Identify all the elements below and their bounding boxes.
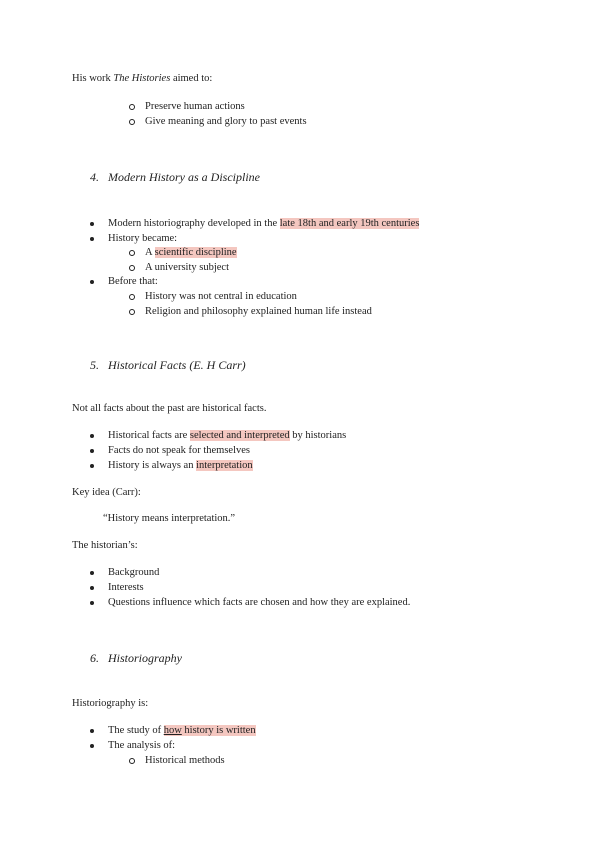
section-6-paragraph: Historiography is: xyxy=(72,698,149,709)
section-4-sub-1-text: A xyxy=(145,247,155,258)
section-6-bullet-2: The analysis of: xyxy=(108,740,176,751)
section-4-sub-3: History was not central in education xyxy=(145,291,297,302)
intro-work-title: The Histories xyxy=(113,73,171,84)
section-5-paragraph: Not all facts about the past are historical facts. xyxy=(72,403,267,414)
section-6-bullet-1-highlight: history is written xyxy=(181,725,256,736)
historians-label: The historian’s: xyxy=(72,540,138,551)
section-4-sub-4: Religion and philosophy explained human life instead xyxy=(145,306,372,317)
historian-item-1: Background xyxy=(108,567,160,578)
section-4-sub-1 xyxy=(145,246,237,260)
historian-item-2: Interests xyxy=(108,582,144,593)
section-6-title: Historiography xyxy=(108,651,183,665)
section-6-heading xyxy=(90,650,182,666)
section-6-number: 6. xyxy=(90,651,99,665)
section-5-bullet-1-post: by historians xyxy=(289,430,347,441)
section-6-bullet-1 xyxy=(108,724,256,738)
section-6-bullet-1-text: The study of xyxy=(108,725,164,736)
section-4-heading xyxy=(90,169,260,185)
section-5-heading xyxy=(90,357,246,373)
section-5-title: Historical Facts (E. H Carr) xyxy=(108,358,246,372)
section-4-title: Modern History as a Discipline xyxy=(108,170,260,184)
carr-quote: “History means interpretation.” xyxy=(103,513,236,524)
section-4-sub-2: A university subject xyxy=(145,262,229,273)
section-5-number: 5. xyxy=(90,358,99,372)
section-5-bullet-3 xyxy=(108,459,253,473)
section-4-bullet-2: History became: xyxy=(108,233,178,244)
section-4-bullet-1-highlight: late 18th and early 19th centuries xyxy=(279,218,420,229)
intro-item-2: Give meaning and glory to past events xyxy=(145,116,307,127)
section-4-number: 4. xyxy=(90,170,99,184)
section-6-bullet-1-underlined: how xyxy=(163,725,182,736)
section-5-bullet-3-highlight: interpretation xyxy=(196,460,253,471)
section-4-bullet-1-text: Modern historiography developed in the xyxy=(108,218,280,229)
intro-item-1: Preserve human actions xyxy=(145,101,245,112)
intro-prefix: His work xyxy=(72,73,114,84)
intro-paragraph xyxy=(72,72,212,86)
section-5-bullet-1 xyxy=(108,429,346,443)
historian-item-3: Questions influence which facts are chosen and how they are explained. xyxy=(108,597,411,608)
intro-suffix: aimed to: xyxy=(170,73,213,84)
section-5-bullet-2: Facts do not speak for themselves xyxy=(108,445,251,456)
section-5-bullet-1-text: Historical facts are xyxy=(108,430,190,441)
section-6-sub-1: Historical methods xyxy=(145,755,225,766)
section-5-bullet-3-text: History is always an xyxy=(108,460,197,471)
section-5-bullet-1-highlight: selected and interpreted xyxy=(189,430,290,441)
section-4-sub-1-highlight: scientific discipline xyxy=(154,247,237,258)
section-4-bullet-1 xyxy=(108,217,419,231)
key-idea-label: Key idea (Carr): xyxy=(72,487,141,498)
section-4-bullet-3: Before that: xyxy=(108,276,158,287)
